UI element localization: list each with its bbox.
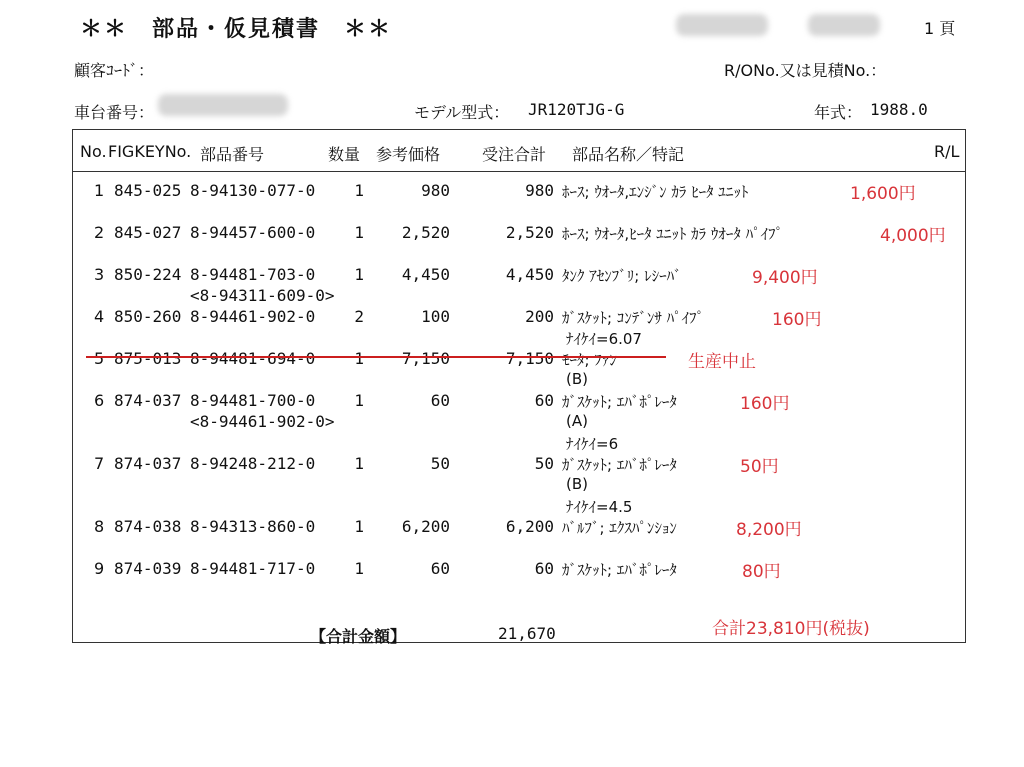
cell-ref-price: 2,520 bbox=[401, 223, 450, 242]
year-value: 1988.0 bbox=[870, 100, 928, 119]
cell-figkey: 874-037 bbox=[114, 454, 182, 473]
cell-alt-part-no: <8-94311-609-0> bbox=[190, 286, 335, 305]
cell-no: 3 bbox=[94, 265, 105, 284]
cell-qty: 1 bbox=[354, 391, 364, 410]
cell-part-name: ﾊﾞﾙﾌﾞ; ｴｸｽﾊﾟﾝｼｮﾝ bbox=[562, 519, 677, 537]
cell-part-name: ｶﾞｽｹｯﾄ; ｴﾊﾞﾎﾟﾚｰﾀ bbox=[562, 561, 677, 579]
cell-qty: 1 bbox=[354, 454, 364, 473]
cell-part-no: 8-94481-700-0 bbox=[190, 391, 316, 410]
cell-ref-price: 6,200 bbox=[401, 517, 450, 536]
cell-part-name: ｶﾞｽｹｯﾄ; ｺﾝﾃﾞﾝｻ ﾊﾟｲﾌﾟ bbox=[562, 309, 705, 327]
year-label: 年式： bbox=[814, 103, 863, 122]
handwritten-price-note: 80円 bbox=[742, 562, 781, 582]
cell-qty: 1 bbox=[354, 265, 364, 284]
cell-ref-price: 7,150 bbox=[401, 349, 450, 368]
total-label: 【合計金額】 bbox=[310, 627, 407, 646]
cell-qty: 1 bbox=[354, 559, 364, 578]
handwritten-price-note: 50円 bbox=[740, 457, 779, 477]
column-header-rl: R/L bbox=[934, 142, 960, 161]
cell-part-spec: ﾅｲｹｲ=6.07 bbox=[566, 330, 642, 348]
cell-figkey: 850-260 bbox=[114, 307, 182, 326]
cell-ref-price: 60 bbox=[430, 559, 450, 578]
handwritten-price-note: 8,200円 bbox=[736, 520, 802, 540]
cell-figkey: 875-013 bbox=[114, 349, 182, 368]
cell-figkey: 850-224 bbox=[114, 265, 182, 284]
cell-no: 1 bbox=[94, 181, 105, 200]
handwritten-price-note: 9,400円 bbox=[752, 268, 818, 288]
cell-part-name: ﾎｰｽ; ｳｵｰﾀ,ｴﾝｼﾞﾝ ｶﾗ ﾋｰﾀ ﾕﾆｯﾄ bbox=[562, 183, 749, 201]
handwritten-price-note: 160円 bbox=[772, 310, 822, 330]
model-value: JR120TJG-G bbox=[528, 100, 625, 119]
cell-no: 5 bbox=[94, 349, 105, 368]
redacted-region bbox=[158, 94, 288, 116]
cell-no: 2 bbox=[94, 223, 105, 242]
handwritten-price-note: 160円 bbox=[740, 394, 790, 414]
cell-alt-part-no: <8-94461-902-0> bbox=[190, 412, 335, 431]
redacted-region bbox=[808, 14, 880, 36]
cell-qty: 1 bbox=[354, 517, 364, 536]
cell-order-total: 60 bbox=[534, 559, 554, 578]
cell-order-total: 4,450 bbox=[505, 265, 554, 284]
cell-no: 9 bbox=[94, 559, 105, 578]
cell-part-spec: (A) bbox=[566, 412, 588, 430]
cell-order-total: 980 bbox=[525, 181, 554, 200]
cell-figkey: 845-027 bbox=[114, 223, 182, 242]
cell-qty: 1 bbox=[354, 181, 364, 200]
cell-qty: 1 bbox=[354, 223, 364, 242]
cell-qty: 1 bbox=[354, 349, 364, 368]
cell-part-no: 8-94248-212-0 bbox=[190, 454, 316, 473]
cell-part-no: 8-94481-703-0 bbox=[190, 265, 316, 284]
cell-order-total: 60 bbox=[534, 391, 554, 410]
cell-part-spec: (B) bbox=[566, 475, 588, 493]
cell-part-no: 8-94130-077-0 bbox=[190, 181, 316, 200]
cell-figkey: 845-025 bbox=[114, 181, 182, 200]
cell-part-name: ﾀﾝｸ ｱｾﾝﾌﾞﾘ; ﾚｼｰﾊﾞ bbox=[562, 267, 682, 285]
column-header-order-total: 受注合計 bbox=[482, 145, 547, 164]
customer-code-label: 顧客ｺｰﾄﾞ： bbox=[74, 61, 155, 80]
cell-part-no: 8-94481-717-0 bbox=[190, 559, 316, 578]
cell-part-spec: ﾅｲｹｲ=6 bbox=[566, 435, 619, 453]
cell-part-no: 8-94481-694-0 bbox=[190, 349, 316, 368]
cell-part-no: 8-94313-860-0 bbox=[190, 517, 316, 536]
column-header-name: 部品名称／特記 bbox=[572, 145, 685, 164]
cell-order-total: 50 bbox=[534, 454, 554, 473]
discontinued-strikethrough bbox=[86, 356, 666, 358]
model-label: モデル型式： bbox=[414, 103, 510, 122]
table-header-divider bbox=[72, 171, 966, 172]
redacted-region bbox=[676, 14, 768, 36]
total-value: 21,670 bbox=[498, 624, 556, 643]
cell-part-name: ﾓｰﾀ; ﾌｧﾝ bbox=[562, 351, 617, 369]
handwritten-price-note: 1,600円 bbox=[850, 184, 916, 204]
cell-order-total: 6,200 bbox=[505, 517, 554, 536]
cell-ref-price: 4,450 bbox=[401, 265, 450, 284]
page-number: 1 頁 bbox=[924, 19, 956, 38]
cell-ref-price: 50 bbox=[430, 454, 450, 473]
cell-ref-price: 100 bbox=[421, 307, 450, 326]
handwritten-price-note: 生産中止 bbox=[688, 352, 756, 372]
cell-no: 6 bbox=[94, 391, 105, 410]
cell-part-name: ｶﾞｽｹｯﾄ; ｴﾊﾞﾎﾟﾚｰﾀ bbox=[562, 393, 677, 411]
cell-part-name: ﾎｰｽ; ｳｵｰﾀ,ﾋｰﾀ ﾕﾆｯﾄ ｶﾗ ｳｵｰﾀ ﾊﾟｲﾌﾟ bbox=[562, 225, 784, 243]
cell-part-name: ｶﾞｽｹｯﾄ; ｴﾊﾞﾎﾟﾚｰﾀ bbox=[562, 456, 677, 474]
cell-qty: 2 bbox=[354, 307, 364, 326]
ro-number-label: R/ONo.又は見積No.： bbox=[724, 61, 887, 80]
cell-figkey: 874-037 bbox=[114, 391, 182, 410]
cell-order-total: 2,520 bbox=[505, 223, 554, 242]
cell-ref-price: 980 bbox=[421, 181, 450, 200]
handwritten-total: 合計23,810円(税抜) bbox=[712, 619, 870, 639]
cell-no: 4 bbox=[94, 307, 105, 326]
column-header-no: No. bbox=[80, 142, 107, 161]
column-header-figkey: FIGKEYNo. bbox=[108, 142, 192, 161]
cell-ref-price: 60 bbox=[430, 391, 450, 410]
cell-part-no: 8-94457-600-0 bbox=[190, 223, 316, 242]
cell-part-spec: ﾅｲｹｲ=4.5 bbox=[566, 498, 633, 516]
cell-figkey: 874-039 bbox=[114, 559, 182, 578]
cell-part-no: 8-94461-902-0 bbox=[190, 307, 316, 326]
handwritten-price-note: 4,000円 bbox=[880, 226, 946, 246]
column-header-ref-price: 参考価格 bbox=[376, 145, 441, 164]
cell-no: 8 bbox=[94, 517, 105, 536]
cell-part-spec: (B) bbox=[566, 370, 588, 388]
document-title: ＊＊ 部品・仮見積書 ＊＊ bbox=[80, 17, 393, 42]
column-header-part-no: 部品番号 bbox=[200, 145, 265, 164]
chassis-number-label: 車台番号： bbox=[74, 103, 155, 122]
column-header-qty: 数量 bbox=[328, 145, 361, 164]
cell-order-total: 200 bbox=[525, 307, 554, 326]
cell-figkey: 874-038 bbox=[114, 517, 182, 536]
cell-order-total: 7,150 bbox=[505, 349, 554, 368]
cell-no: 7 bbox=[94, 454, 105, 473]
